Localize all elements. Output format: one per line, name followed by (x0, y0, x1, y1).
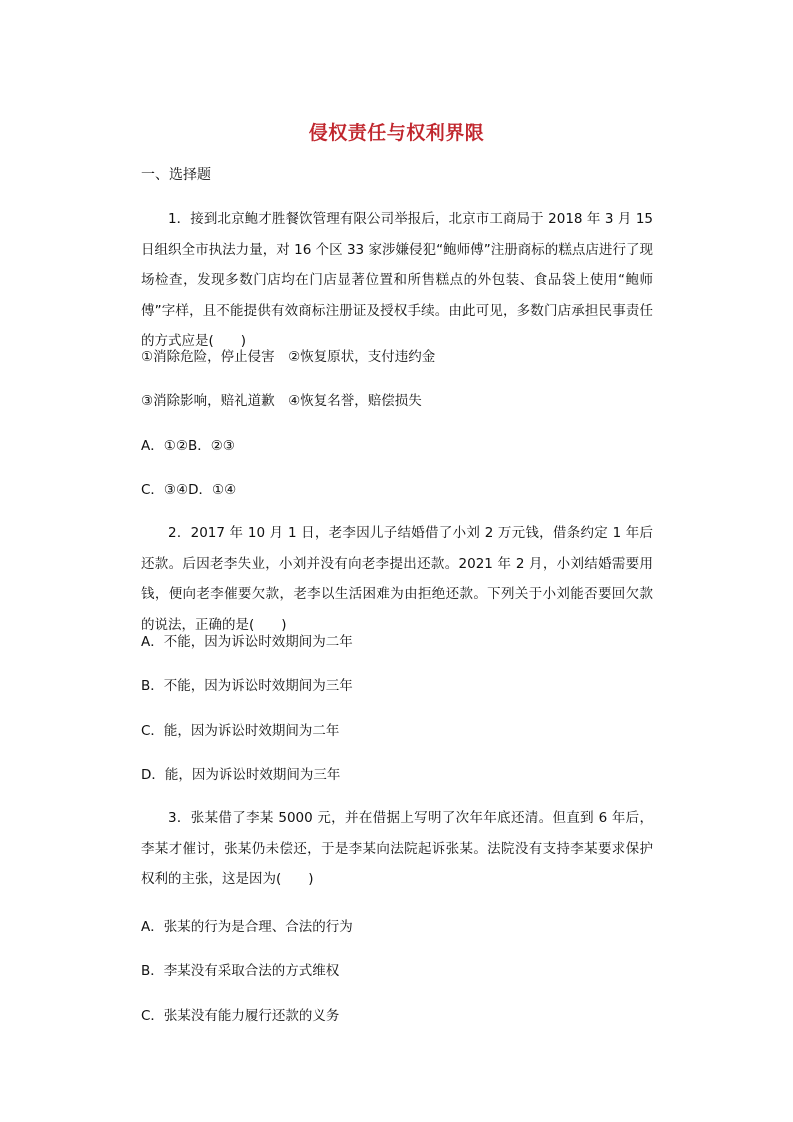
question-2-option-b: B．不能，因为诉讼时效期间为三年 (141, 678, 353, 694)
question-1-statement-1: ①消除危险，停止侵害 ②恢复原状，支付违约金 (141, 349, 436, 365)
question-3-option-c: C．张某没有能力履行还款的义务 (141, 1008, 340, 1024)
document-title: 侵权责任与权利界限 (308, 122, 485, 144)
section-heading: 一、选择题 (141, 167, 211, 183)
question-2-option-a: A．不能，因为诉讼时效期间为二年 (141, 634, 353, 650)
question-1-option-cd: C．③④D．①④ (141, 482, 237, 498)
question-1-stem: 1．接到北京鲍才胜餐饮管理有限公司举报后，北京市工商局于 2018 年 3 月 15 日组织全市执法力量，对 16 个区 33 家涉嫌侵犯“鲍师傅”注册商标的糕点店进行了现场检查，发现多数门店均在门店显著位置和所售糕点的外包装、食品袋上使用“鲍师傅”字样，且不能提供有效商标注册证及授权手续。由此可见，多数门店承担民事责任的方式应是( ) (141, 211, 653, 349)
question-2-option-d: D．能，因为诉讼时效期间为三年 (141, 767, 341, 783)
question-3-option-a: A．张某的行为是合理、合法的行为 (141, 919, 353, 935)
question-2-option-c: C．能，因为诉讼时效期间为二年 (141, 723, 340, 739)
question-3-stem: 3．张某借了李某 5000 元，并在借据上写明了次年年底还清。但直到 6 年后，李某才催讨，张某仍未偿还，于是李某向法院起诉张某。法院没有支持李某要求保护权利的主张，这是因为( ) (141, 810, 653, 887)
question-1-statement-2: ③消除影响，赔礼道歉 ④恢复名誉，赔偿损失 (141, 393, 422, 409)
question-1-option-ab: A．①②B．②③ (141, 438, 235, 454)
question-2-stem: 2．2017 年 10 月 1 日，老李因儿子结婚借了小刘 2 万元钱，借条约定 1 年后还款。后因老李失业，小刘并没有向老李提出还款。2021 年 2 月，小刘结婚需要用钱，便向老李催要欠款，老李以生活困难为由拒绝还款。下列关于小刘能否要回欠款的说法，正确的是( ) (141, 525, 653, 633)
question-3-option-b: B．李某没有采取合法的方式维权 (141, 963, 340, 979)
